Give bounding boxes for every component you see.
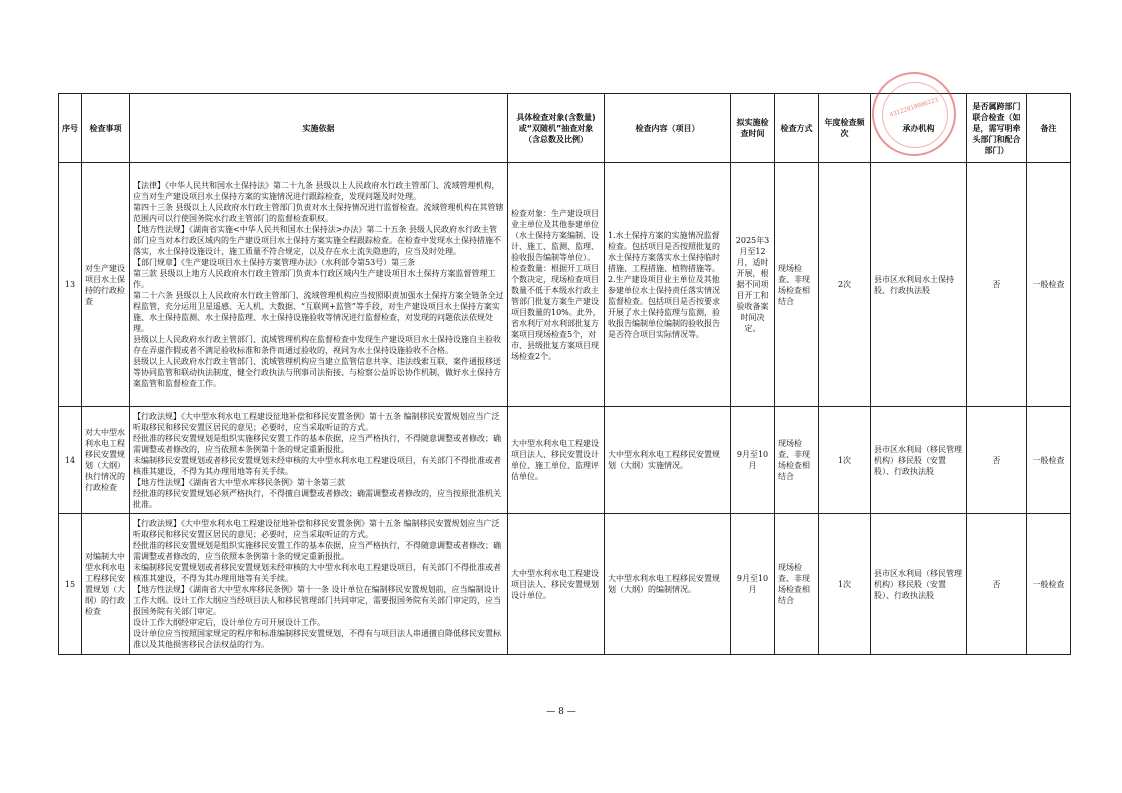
row-method: 现场检查、非现场检查相结合 <box>775 514 819 655</box>
row-note: 一般检查 <box>1027 163 1071 407</box>
basis-paragraph: 【行政法规】《大中型水利水电工程建设征地补偿和移民安置条例》第十五条 编制移民安置规划应当广泛听取移民和移民安置区居民的意见；必要时，应当采取听证的方式。 <box>133 411 500 432</box>
header-time: 拟实施检查时间 <box>731 94 775 163</box>
basis-paragraph: 第二十六条 县级以上人民政府水行政主管部门、流域管理机构应当按照职责加强水土保持方案全链条全过程监管，充分运用卫星遥感、无人机、大数据、“互联网+监管”等手段，对生产建设项目水土保持方案实施、水土保持监测、水土保持监理、水土保持设施验收等情况进行监督检查，对发现的问题依法依规处理。 <box>133 291 504 333</box>
header-basis: 实施依据 <box>130 94 508 163</box>
row-method: 现场检查、非现场检查相结合 <box>775 407 819 514</box>
row-freq: 2次 <box>819 163 871 407</box>
basis-paragraph: 未编制移民安置规划或者移民安置规划未经审核的大中型水利水电工程建设项目，有关部门不得批准或者核准其建设，不得为其办理用地等有关手续。 <box>133 563 501 583</box>
basis-paragraph: 经批准的移民安置规划是组织实施移民安置工作的基本依据，应当严格执行，不得随意调整或者修改；确需调整或者修改的，应当依照本条例第十条的规定重新报批。 <box>133 541 501 561</box>
basis-paragraph: 未编制移民安置规划或者移民安置规划未经审核的大中型水利水电工程建设项目，有关部门不得批准或者核准其建设，不得为其办理用地等有关手续。 <box>133 455 501 476</box>
basis-paragraph: 【法律】《中华人民共和国水土保持法》第二十九条 县级以上人民政府水行政主管部门、流域管理机构，应当对生产建设项目水土保持方案的实施情况进行跟踪检查，发现问题及时处理。 <box>133 181 500 201</box>
header-note: 备注 <box>1027 94 1071 163</box>
basis-paragraph: 设计单位应当按照国家规定的程序和标准编制移民安置规划，不得有与项目法人串通擅自降低移民安置标准以及其他损害移民合法权益的行为。 <box>133 629 501 649</box>
row-time: 9月至10月 <box>731 407 775 514</box>
row-note: 一般检查 <box>1027 407 1071 514</box>
row-content: 大中型水利水电工程移民安置规划（大纲）的编制情况。 <box>605 514 731 655</box>
header-target: 具体检查对象(含数量)或“双随机”抽查对象（含总数及比例） <box>508 94 605 163</box>
header-method: 检查方式 <box>775 94 819 163</box>
row-basis <box>130 407 508 514</box>
header-org: 承办机构 <box>871 94 967 163</box>
header-item: 检查事项 <box>82 94 130 163</box>
row-note: 一般检查 <box>1027 514 1071 655</box>
table-row <box>59 163 1071 407</box>
table-row <box>59 407 1071 514</box>
row-freq: 1次 <box>819 514 871 655</box>
inspection-plan-table <box>58 93 1071 655</box>
table-header-row <box>59 94 1071 163</box>
basis-paragraph: 经批准的移民安置规划必须严格执行，不得擅自调整或者修改；确需调整或者修改的，应当按原批准机关批准。 <box>133 488 501 509</box>
row-basis <box>130 514 508 655</box>
row-time: 9月至10月 <box>731 514 775 655</box>
row-method: 现场检查、非现场检查相结合 <box>775 163 819 407</box>
row-target: 检查对象：生产建设项目业主单位及其他参建单位（水土保持方案编制、设计、施工、监测、监理、验收报告编制等单位）。检查数量：根据开工项目个数决定，现场检查项目数量不低于本级水行政主管部门批复方案生产建设项目数量的10%。此外，省水利厅对水利部批复方案项目现场检查5个，对市、县级批复方案项目现场检查2个。 <box>508 163 605 407</box>
basis-paragraph: 第三款 县级以上地方人民政府水行政主管部门负责本行政区域内生产建设项目水土保持方案监督管理工作。 <box>133 269 496 289</box>
basis-paragraph: 【部门规章】《生产建设项目水土保持方案管理办法》（水利部令第53号）第三条 <box>133 258 416 267</box>
row-basis <box>130 163 508 407</box>
row-org: 县市区水利局水土保持股、行政执法股 <box>871 163 967 407</box>
row-cross: 否 <box>967 407 1027 514</box>
row-item: 对生产建设项目水土保持的行政检查 <box>82 163 130 407</box>
row-target: 大中型水利水电工程建设项目法人、移民安置设计单位、施工单位、监理评估单位。 <box>508 407 605 514</box>
row-item: 对编制大中型水利水电工程移民安置规划（大纲）的行政检查 <box>82 514 130 655</box>
basis-paragraph: 县级以上人民政府水行政主管部门、流域管理机构在监督检查中发现生产建设项目水土保持设施自主验收存在弄虚作假或者不满足验收标准和条件而通过验收的，视同为水土保持设施验收不合格。 <box>133 335 501 355</box>
row-freq: 1次 <box>819 407 871 514</box>
row-content: 大中型水利水电工程移民安置规划（大纲）实施情况。 <box>605 407 731 514</box>
basis-paragraph: 【地方性法规】《湖南省大中型水库移民条例》第十一条 设计单位在编制移民安置规划前，应当编制设计工作大纲。设计工作大纲应当经项目法人和移民管理部门共同审定，需要报国务院有关部门审定的，应当报国务院有关部门审定。 <box>133 585 501 616</box>
row-cross: 否 <box>967 163 1027 407</box>
header-seq: 序号 <box>59 94 82 163</box>
basis-paragraph: 经批准的移民安置规划是组织实施移民安置工作的基本依据，应当严格执行，不得随意调整或者修改；确需调整或者修改的，应当依照本条例第十条的规定重新报批。 <box>133 433 501 454</box>
basis-paragraph: 【地方性法规】《湖南省大中型水库移民条例》第十条第三款 <box>133 477 345 487</box>
row-org: 县市区水利局（移民管理机构）移民股（安置股）、行政执法股 <box>871 407 967 514</box>
basis-paragraph: 第四十三条 县级以上人民政府水行政主管部门负责对水土保持情况进行监督检查。流域管理机构在其管辖范围内可以行使国务院水行政主管部门的监督检查职权。 <box>133 203 504 223</box>
seal-code: 43122810006223 <box>888 96 940 119</box>
table-row <box>59 514 1071 655</box>
row-cross: 否 <box>967 514 1027 655</box>
row-seq: 14 <box>59 407 82 514</box>
row-time: 2025年3月至12月，适时开展，根据不同项目开工和验收备案时间决定。 <box>731 163 775 407</box>
row-seq: 15 <box>59 514 82 655</box>
header-freq: 年度检查频次 <box>819 94 871 163</box>
basis-paragraph: 县级以上人民政府水行政主管部门、流域管理机构应当建立监管信息共享、违法线索互联、案件通报移送等协同监管和联动执法制度，健全行政执法与刑事司法衔接、与检察公益诉讼协作机制，做好水土保持方案监管和监督检查工作。 <box>133 357 501 388</box>
inspection-plan-page <box>58 93 1070 655</box>
row-org: 县市区水利局（移民管理机构）移民股（安置股）、行政执法股 <box>871 514 967 655</box>
row-item: 对大中型水利水电工程移民安置规划（大纲）执行情况的行政检查 <box>82 407 130 514</box>
basis-paragraph: 【行政法规】《大中型水利水电工程建设征地补偿和移民安置条例》第十五条 编制移民安置规划应当广泛听取移民和移民安置区居民的意见；必要时，应当采取听证的方式。 <box>133 519 500 539</box>
basis-paragraph: 【地方性法规】《湖南省实施<中华人民共和国水土保持法>办法》第二十五条 县级人民政府水行政主管部门应当对本行政区域内的生产建设项目水土保持方案实施全程跟踪检查。在检查中发现水土保持措施不落实，水土保持设施设计、施工质量不符合规定，以及存在水土流失隐患的，应当及时处理。 <box>133 225 501 256</box>
row-seq: 13 <box>59 163 82 407</box>
row-target: 大中型水利水电工程建设项目法人、移民安置规划设计单位。 <box>508 514 605 655</box>
row-content: 1.水土保持方案的实施情况监督检查。包括项目是否按照批复的水土保持方案落实水土保持临时措施、工程措施、植物措施等。2.生产建设项目业主单位及其他参建单位水土保持责任落实情况监督检查。包括项目是否按要求开展了水土保持监理与监测，验收报告编制单位编制的验收报告是否符合项目实际情况等。 <box>605 163 731 407</box>
header-content: 检查内容（项目） <box>605 94 731 163</box>
basis-paragraph: 设计工作大纲经审定后，设计单位方可开展设计工作。 <box>133 618 325 627</box>
page-number: — 8 — <box>546 707 576 717</box>
header-cross: 是否属跨部门联合检查（如是，需写明牵头部门和配合部门） <box>967 94 1027 163</box>
